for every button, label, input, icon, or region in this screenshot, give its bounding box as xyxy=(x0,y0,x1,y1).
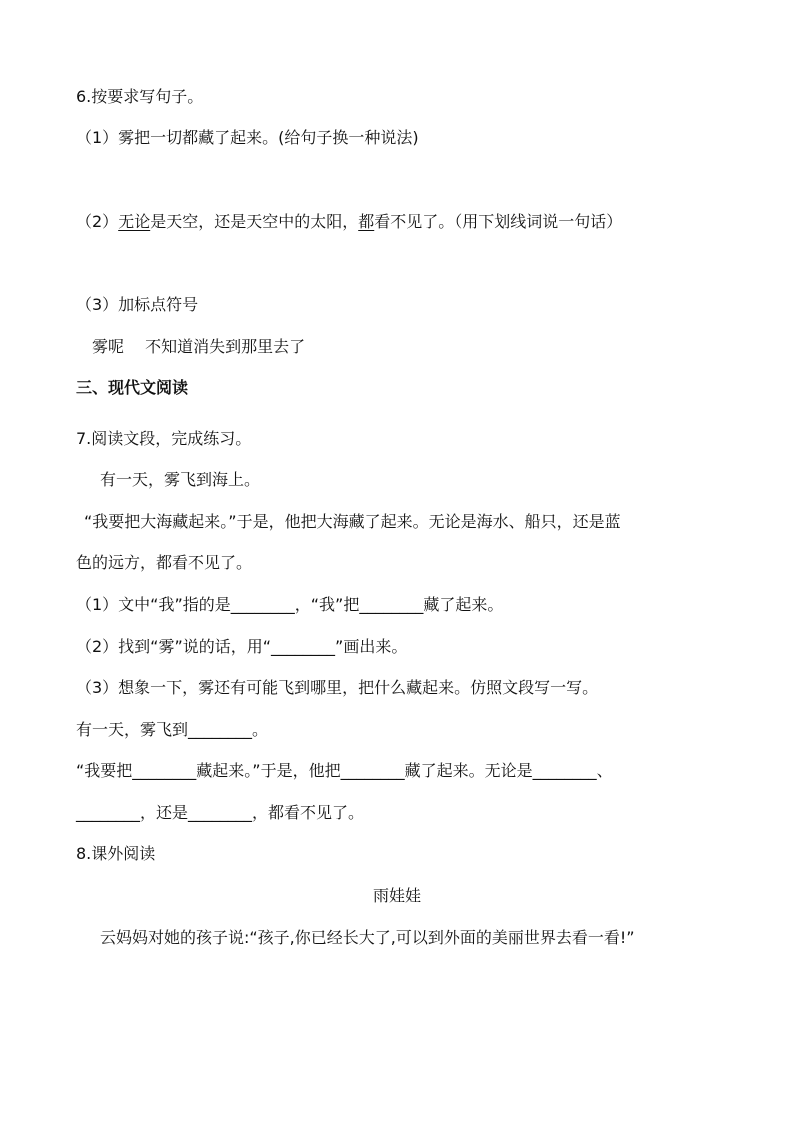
q7-sub1: （1）文中“我”指的是________，“我”把________藏了起来。 xyxy=(76,595,504,614)
q7-title: 7.阅读文段，完成练习。 xyxy=(76,429,252,448)
q7-fill-line1: 有一天，雾飞到________。 xyxy=(76,720,269,739)
q6-part2-middle: 是天空，还是天空中的太阳， xyxy=(150,212,359,231)
q6-part2-suffix: 看不见了。（用下划线词说一句话） xyxy=(374,212,623,231)
underlined-word-dou: 都 xyxy=(358,212,375,231)
q7-sub2: （2）找到“雾”说的话，用“________”画出来。 xyxy=(76,637,408,656)
q6-title: 6.按要求写句子。 xyxy=(76,87,204,106)
underlined-word-wulun: 无论 xyxy=(118,212,151,231)
q6-part2-prefix: （2） xyxy=(76,212,119,231)
q7-passage-line2: “我要把大海藏起来。”于是，他把大海藏了起来。无论是海水、船只，还是蓝 xyxy=(84,512,621,531)
q7-fill-line3: ________，还是________，都看不见了。 xyxy=(76,803,365,822)
q7-passage-line3: 色的远方，都看不见了。 xyxy=(76,553,253,572)
story-line1: 云妈妈对她的孩子说:“孩子,你已经长大了,可以到外面的美丽世界去看一看!” xyxy=(100,928,635,947)
q7-fill-line2: “我要把________藏起来。”于是，他把________藏了起来。无论是________、 xyxy=(76,761,613,780)
story-title: 雨娃娃 xyxy=(372,886,421,905)
q6-part1: （1）雾把一切都藏了起来。(给句子换一种说法) xyxy=(76,128,419,147)
q6-part2 xyxy=(76,211,622,233)
q7-passage-line1: 有一天，雾飞到海上。 xyxy=(100,470,261,489)
q7-sub3: （3）想象一下，雾还有可能飞到哪里，把什么藏起来。仿照文段写一写。 xyxy=(76,678,599,697)
q8-title: 8.课外阅读 xyxy=(76,844,156,863)
q6-part3: （3）加标点符号 xyxy=(76,295,199,314)
q6-part3-text: 雾呢 不知道消失到那里去了 xyxy=(92,337,306,356)
section-heading-reading: 三、现代文阅读 xyxy=(76,378,189,397)
